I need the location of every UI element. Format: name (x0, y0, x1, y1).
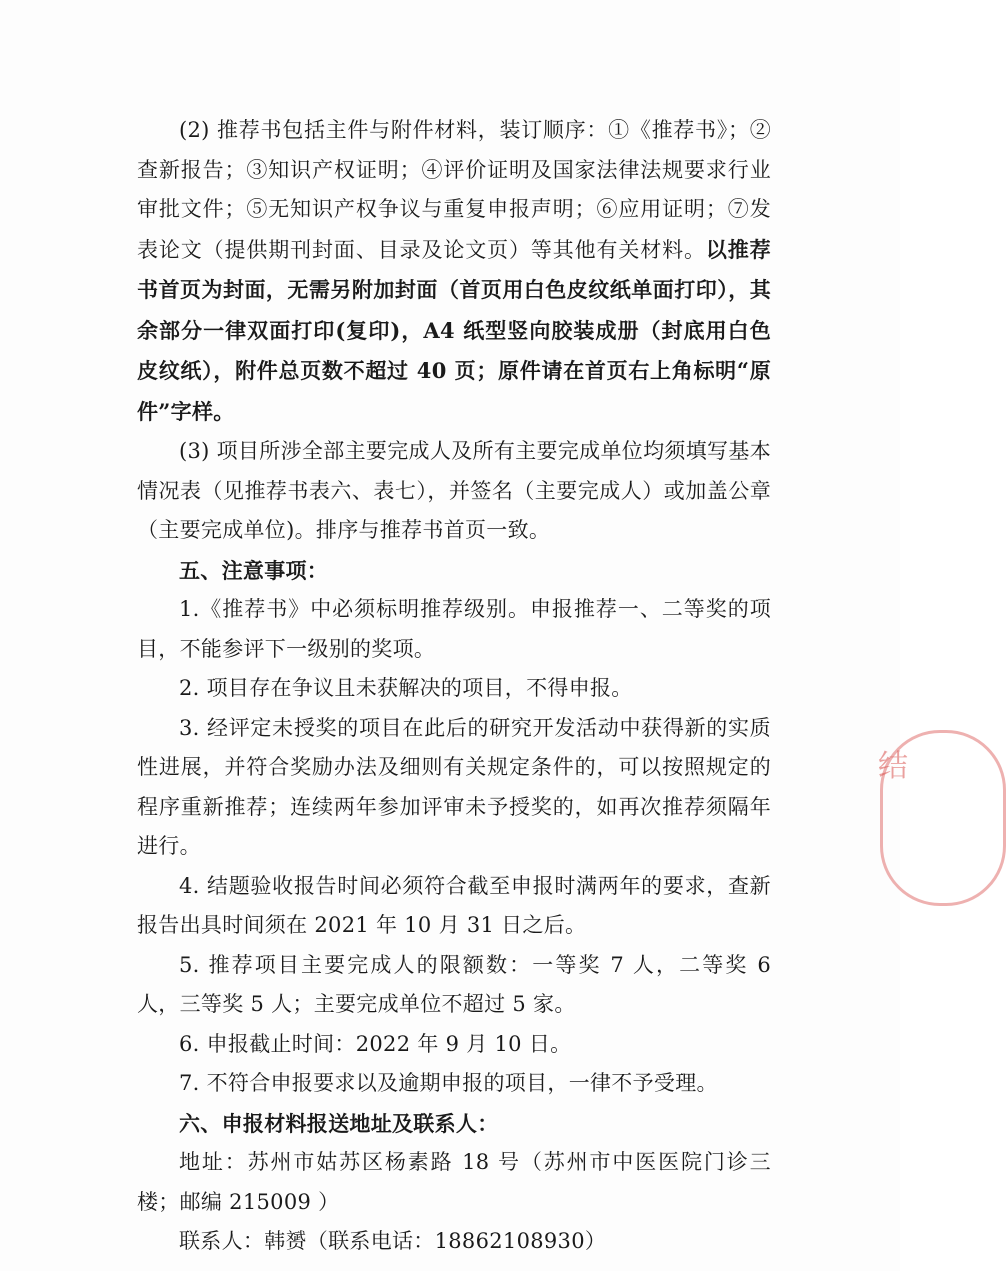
submission-contact: 联系人：韩赟（联系电话：18862108930） (179, 1229, 607, 1253)
section-heading-submission: 六、申报材料报送地址及联系人： (179, 1110, 499, 1136)
note-item-1: 1.《推荐书》中必须标明推荐级别。申报推荐一、二等奖的项目，不能参评下一级别的奖项。 (137, 597, 771, 661)
paragraph-basic-info (137, 432, 771, 551)
binding-order-text: (2) 推荐书包括主件与附件材料，装订顺序：①《推荐书》；②查新报告；③知识产权证明；④评价证明及国家法律法规要求行业审批文件；⑤无知识产权争议与重复申报声明；⑥应用证明；⑦发表论文（提供期刊封面、目录及论文页）等其他有关材料。 (137, 118, 771, 262)
note-item-3: 3. 经评定未授奖的项目在此后的研究开发活动中获得新的实质性进展，并符合奖励办法及细则有关规定条件的，可以按照规定的程序重新推荐；连续两年参加评审未予授奖的，如再次推荐须隔年进行。 (137, 715, 771, 858)
note-item-4: 4. 结题验收报告时间必须符合截至申报时满两年的要求，查新报告出具时间须在 2021 年 10 月 31 日之后。 (137, 873, 771, 937)
red-seal-fragment (872, 730, 908, 900)
paragraph-binding-order (137, 111, 771, 432)
submission-address: 地址：苏州市姑苏区杨素路 18 号（苏州市中医医院门诊三楼；邮编 215009 ） (137, 1150, 771, 1214)
note-item-5: 5. 推荐项目主要完成人的限额数：一等奖 7 人，二等奖 6 人，三等奖 5 人；主要完成单位不超过 5 家。 (137, 952, 771, 1016)
note-item-6: 6. 申报截止时间：2022 年 9 月 10 日。 (179, 1031, 572, 1056)
section-heading-notes: 五、注意事项： (179, 557, 329, 583)
binding-requirements-bold-text: 以推荐书首页为封面，无需另附加封面（首页用白色皮纹纸单面打印），其余部分一律双面打印(复印)，A4 纸型竖向胶装成册（封底用白色皮纹纸），附件总页数不超过 40 页；原件请在首页右上角标明“原件”字样。 (137, 236, 771, 424)
document-body (137, 111, 771, 1262)
basic-info-text: (3) 项目所涉全部主要完成人及所有主要完成单位均须填写基本情况表（见推荐书表六、表七），并签名（主要完成人）或加盖公章（主要完成单位)。排序与推荐书首页一致。 (137, 439, 771, 542)
seal-glyph: 结 (878, 749, 908, 784)
note-item-2: 2. 项目存在争议且未获解决的项目，不得申报。 (179, 676, 633, 700)
note-item-7: 7. 不符合申报要求以及逾期申报的项目，一律不予受理。 (179, 1071, 718, 1095)
